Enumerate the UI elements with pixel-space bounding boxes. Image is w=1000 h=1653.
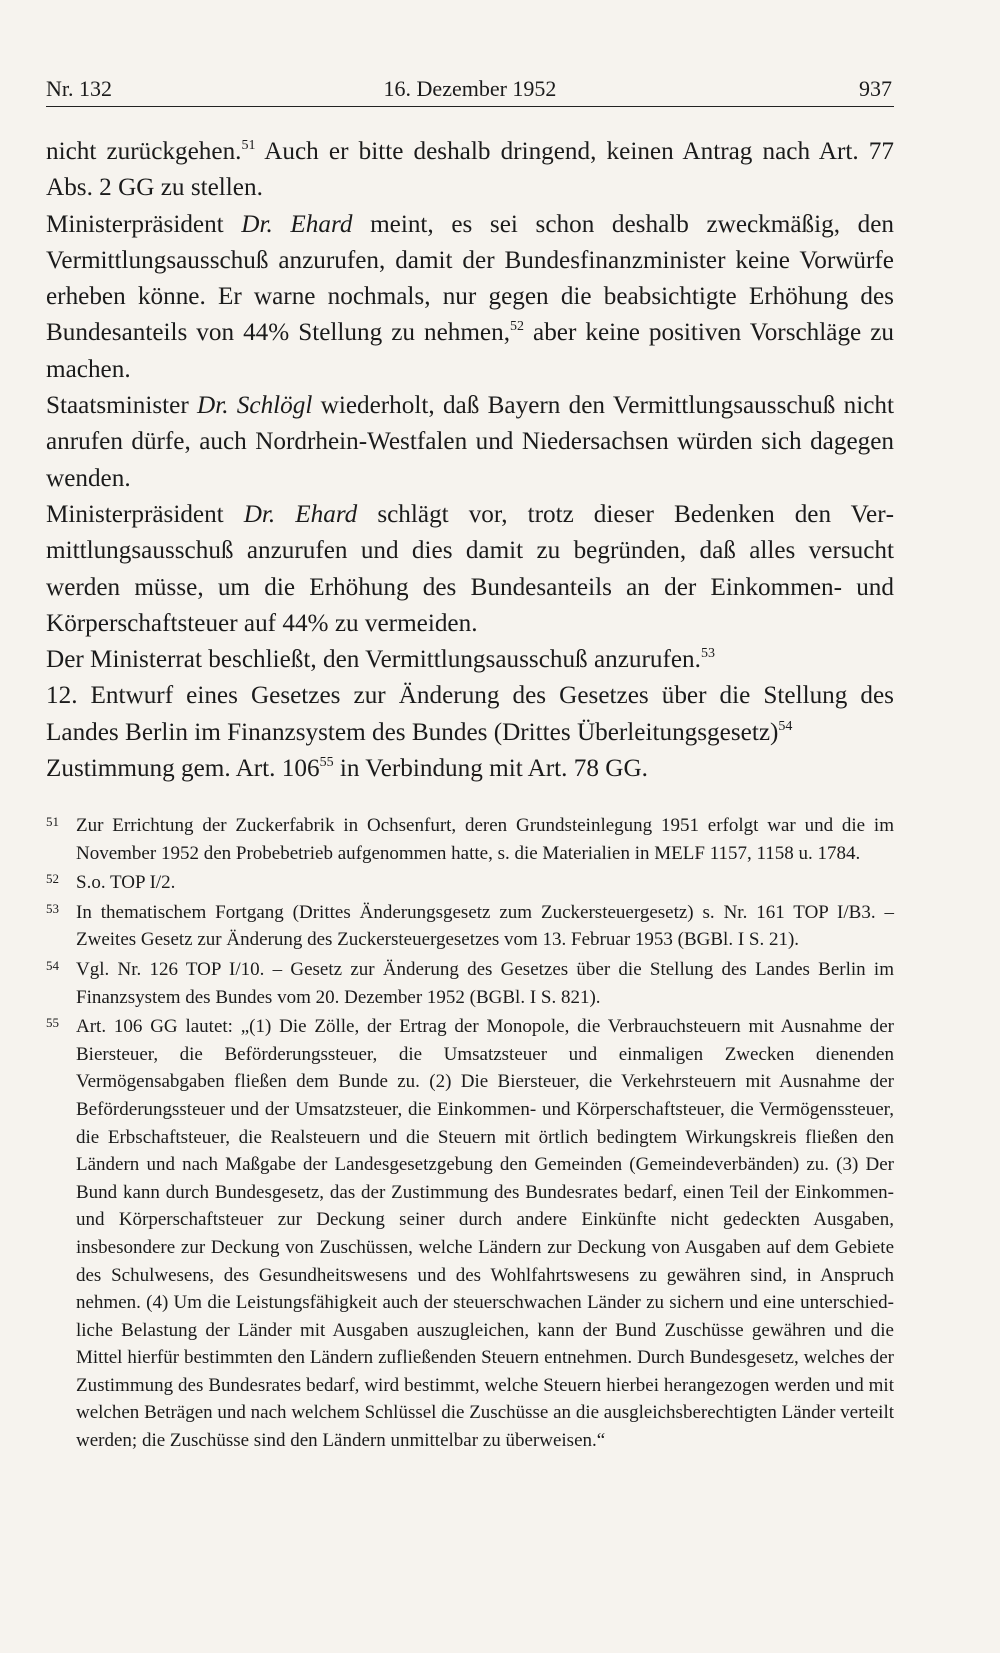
page-header <box>46 70 894 107</box>
footnote-number: 53 <box>46 900 59 916</box>
speaker-name: Dr. Ehard <box>243 500 358 528</box>
agenda-item-12: 12. Entwurf eines Gesetzes zur Änderung des Gesetzes über die Stellung des Landes Berlin im Finanzsystem des Bundes (Drittes Überleitungsgesetz)$^{54}$ <box>46 682 894 746</box>
footnote-number: 55 <box>46 1015 59 1031</box>
paragraph-2: Ministerpräsident Dr. Ehard meint, es sei schon deshalb zweckmäßig, den Vermittlungsausschuß anzurufen, damit der Bundesfinanzminister keine Vorwürfe erheben könne. Er warne nochmals, nur gegen die beabsichtigte Erhöhung des Bundesanteils von 44% Stellung zu nehmen,$^{52}$ aber keine positiven Vorschläge zu machen. <box>46 210 895 383</box>
footnotes <box>46 812 894 1457</box>
page-number: 937 <box>859 76 892 101</box>
footnote-text: Art. 106 GG lautet: „(1) Die Zölle, der Ertrag der Monopole, die Verbrauchsteuern mit Ausnahme der Biersteuer, die Beförderungssteuer, die Umsatzsteuer und einmaligen Zwecken dienenden Vermögensabgaben fließen dem Bunde zu. (2) Die Biersteuer, die Verkehrsteuern mit Ausnahme der Beförderungssteuer und der Umsatzsteuer, die Einkommen- und Körperschaftsteuer, die Vermögenssteuer, die Erbschaftsteuer, die Realsteuern und die Steuern mit örtlich bedingtem Wirkungskreis fließen den Ländern und nach Maßgabe der Landesgesetzgebung den Gemeinden (Gemeindeverbänden) zu. (3) Der Bund kann durch Bundesgesetz, das der Zustimmung des Bundesrates bedarf, einen Teil der Einkommen- und Körperschaftsteuer zur Deckung seiner durch andere Einkünfte nicht gedeckten Ausgaben, insbesondere zur Deckung von Zuschüssen, welche Ländern zur Deckung von Ausgaben auf dem Gebiete des Schulwesens, des Gesundheitswesens und des Wohlfahrtswesens zu gewähren sind, in Anspruch nehmen. (4) Um die Leistungsfähigkeit auch der steuerschwachen Länder zu sichern und eine unterschiedliche Belastung der Länder mit Ausgaben auszugleichen, kann der Bund Zuschüsse gewähren und die Mittel hierfür bestimmten den Ländern zufließenden Steuern entnehmen. Durch Bundesgesetz, welches der Zustimmung des Bundesrates bedarf, wird bestimmt, welche Steuern hierbei herangezogen werden und mit welchen Beträgen und nach welchem Schlüssel die Zuschüsse an die ausgleichsberechtigten Länder verteilt werden; die Zuschüsse sind den Ländern unmittelbar zu überweisen.“ <box>76 1016 894 1452</box>
main-text <box>46 134 894 787</box>
footnote-54 <box>46 956 894 1011</box>
session-date: 16. Dezember 1952 <box>383 76 557 101</box>
footnote-51 <box>46 812 894 867</box>
footnote-number: 51 <box>46 814 59 829</box>
footnote-ref-51[interactable]: 51 <box>241 138 256 153</box>
footnote-ref-52[interactable]: 52 <box>510 319 525 335</box>
footnote-number: 54 <box>46 957 59 973</box>
footnote-52 <box>46 869 894 897</box>
speaker-name: Dr. Schlögl <box>197 392 313 420</box>
paragraph-4: Ministerpräsident Dr. Ehard schlägt vor, trotz dieser Bedenken den Vermittlungsausschuß anzurufen und dies damit zu begründen, daß alles versucht werden müsse, um die Erhöhung des Bundesanteils an der Einkommen- und Körperschaftsteuer auf 44% zu vermeiden. <box>46 500 894 637</box>
footnote-text: Vgl. Nr. 126 TOP I/10. – Gesetz zur Änderung des Gesetzes über die Stellung des Landes Berlin im Finanzsystem des Bundes vom 20. Dezember 1952 (BGBl. I S. 821). <box>76 958 894 1008</box>
footnote-number: 52 <box>46 871 59 887</box>
paragraph-3: Staatsminister Dr. Schlögl wiederholt, daß Bayern den Vermittlungsausschuß nicht anrufen dürfe, auch Nordrhein-Westfalen und Niedersachsen würden sich dagegen wenden. <box>46 392 894 492</box>
footnote-53 <box>46 899 894 954</box>
footnote-55 <box>46 1013 894 1455</box>
footnote-ref-54[interactable]: 54 <box>778 718 793 734</box>
footnote-text: Zur Errichtung der Zuckerfabrik in Ochsenfurt, deren Grundsteinlegung 1951 erfolgt war und die im November 1952 den Probebetrieb aufgenommen hatte, s. die Materialien in MELF 1157, 1158 u. 1784. <box>76 815 894 864</box>
footnote-ref-55[interactable]: 55 <box>319 755 334 771</box>
paragraph-7: Zustimmung gem. Art. $106^{55}$ in Verbindung mit Art. 78 GG. <box>46 755 648 783</box>
footnote-text: In thematischem Fortgang (Drittes Änderungsgesetz zum Zuckersteuergesetz) s. Nr. 161 TOP I/B3. – Zweites Gesetz zur Änderung des Zuckersteuergesetzes vom 13. Februar 1953 (BGBl. I S. 21). <box>76 901 894 951</box>
paragraph-5: Der Ministerrat beschließt, den Vermittlungsausschuß anzurufen.$^{53}$ <box>46 646 715 674</box>
paragraph-1: nicht zurückgehen.$^{51}$ Auch er bitte deshalb dringend, keinen Antrag nach Art. 77 Abs. 2 GG zu stellen. <box>46 138 894 202</box>
footnote-ref-53[interactable]: 53 <box>700 646 715 662</box>
footnote-text: S.o. TOP I/2. <box>76 872 176 894</box>
speaker-name: Dr. Ehard <box>241 210 353 238</box>
document-number: Nr. 132 <box>46 76 112 101</box>
